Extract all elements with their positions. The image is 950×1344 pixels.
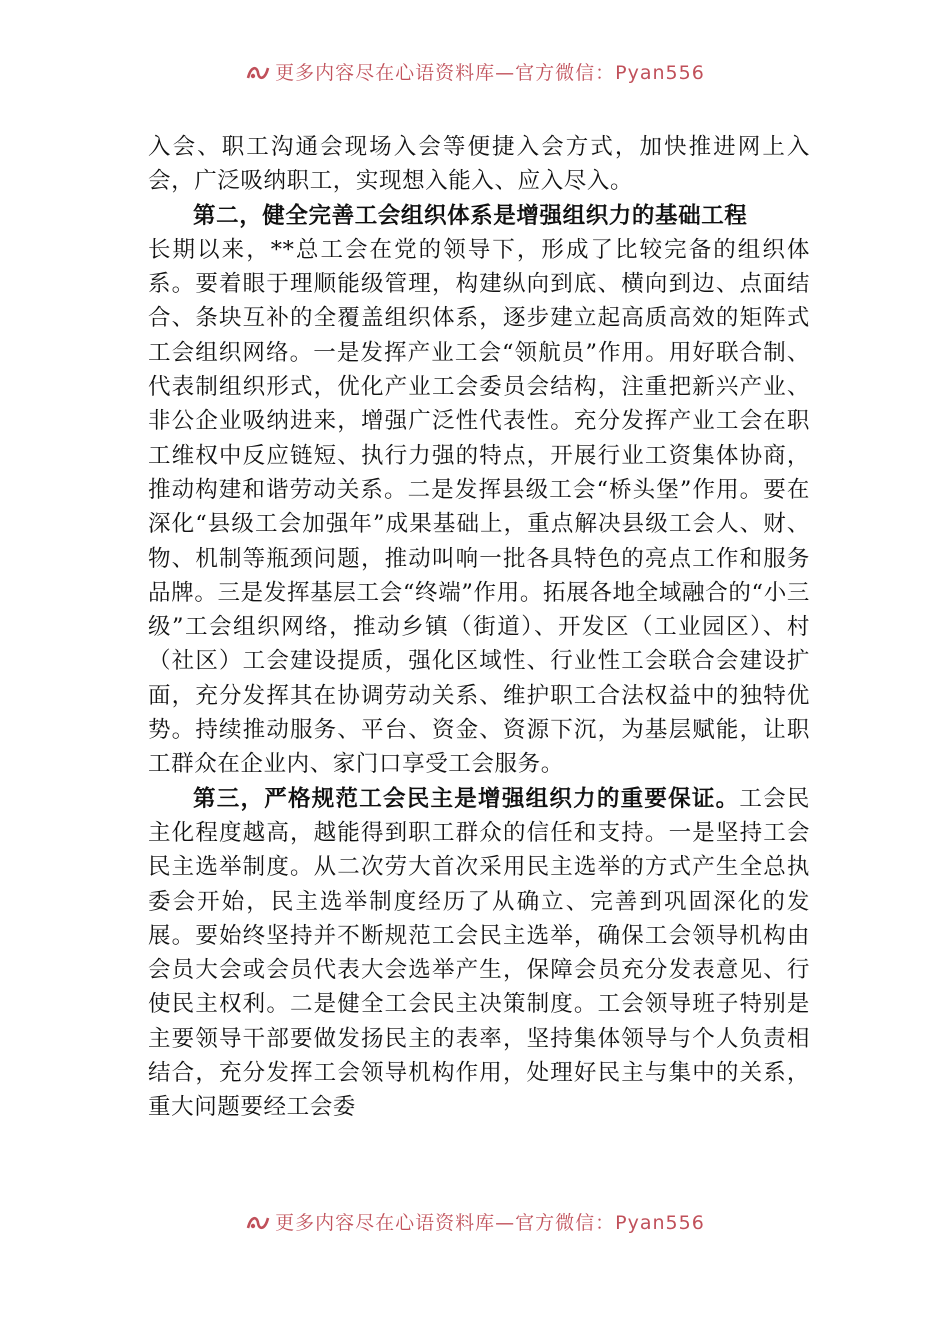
section-two-body: 长期以来，**总工会在党的领导下，形成了比较完备的组织体系。要着眼于理顺能级管理，构建纵向到底、横向到边、点面结合、条块互补的全覆盖组织体系，逐步建立起高质高效的矩阵式工会组织网络。一是发挥产业工会“领航员”作用。用好联合制、代表制组织形式，优化产业工会委员会结构，注重把新兴产业、非公企业吸纳进来，增强广泛性代表性。充分发挥产业工会在职工维权中反应链短、执行力强的特点，开展行业工资集体协商，推动构建和谐劳动关系。二是发挥县级工会“桥头堡”作用。要在深化“县级工会加强年”成果基础上，重点解决县级工会人、财、物、机制等瓶颈问题，推动叫响一批各具特色的亮点工作和服务品牌。三是发挥基层工会“终端”作用。拓展各地全域融合的“小三级”工会组织网络，推动乡镇（街道）、开发区（工业园区）、村（社区）工会建设提质，强化区域性、行业性工会联合会建设扩面，充分发挥其在协调劳动关系、维护职工合法权益中的独特优势。持续推动服务、平台、资金、资源下沉，为基层赋能，让职工群众在企业内、家门口享受工会服务。	[148, 236, 810, 778]
section-two-heading-paragraph	[148, 199, 810, 233]
watermark-text: 更多内容尽在心语资料库—官方微信：Pyan556	[275, 1212, 705, 1234]
section-three-body: 工会民主化程度越高，越能得到职工群众的信任和支持。一是坚持工会民主选举制度。从二次劳大首次采用民主选举的方式产生全总执委会开始，民主选举制度经历了从确立、完善到巩固深化的发展。要始终坚持并不断规范工会民主选举，确保工会领导机构由会员大会或会员代表大会选举产生，保障会员充分发表意见、行使民主权利。二是健全工会民主决策制度。工会领导班子特别是主要领导干部要做发扬民主的表率，坚持集体领导与个人负责相结合，充分发挥工会领导机构作用，处理好民主与集中的关系，重大问题要经工会委	[148, 785, 810, 1121]
section-three-heading: 第三，严格规范工会民主是增强组织力的重要保证。	[193, 785, 740, 812]
body-text	[148, 130, 810, 1125]
section-two-heading: 第二，健全完善工会组织体系是增强组织力的基础工程	[193, 202, 748, 229]
watermark-bottom	[0, 1208, 950, 1234]
watermark-text: 更多内容尽在心语资料库—官方微信：Pyan556	[275, 62, 705, 84]
paragraph-continuation: 入会、职工沟通会现场入会等便捷入会方式，加快推进网上入会，广泛吸纳职工，实现想入能入、应入尽入。	[148, 134, 810, 195]
watermark-logo-icon	[245, 64, 271, 82]
watermark-top	[0, 58, 950, 84]
section-three-paragraph	[148, 782, 810, 1125]
watermark-logo-icon	[245, 1214, 271, 1232]
